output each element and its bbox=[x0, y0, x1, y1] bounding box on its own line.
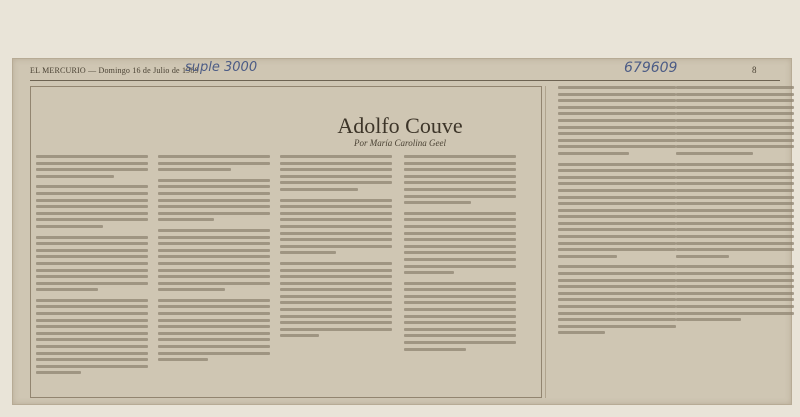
article-column-3 bbox=[280, 155, 392, 341]
newspaper-masthead: EL MERCURIO — Domingo 16 de Julio de 1989 bbox=[30, 66, 199, 75]
article-title: Adolfo Couve bbox=[337, 113, 463, 138]
page-number: 8 bbox=[752, 65, 757, 75]
article-column-2 bbox=[158, 155, 270, 365]
handwritten-reference: suple 3000 bbox=[185, 60, 258, 75]
article-column-5 bbox=[558, 86, 676, 338]
article-column-6 bbox=[676, 86, 794, 325]
handwritten-catalog-number: 679609 bbox=[624, 60, 678, 76]
header-rule bbox=[30, 80, 780, 81]
article-byline: Por María Carolina Geel bbox=[354, 138, 446, 148]
article-column-4 bbox=[404, 155, 516, 354]
article-column-1 bbox=[36, 155, 148, 378]
